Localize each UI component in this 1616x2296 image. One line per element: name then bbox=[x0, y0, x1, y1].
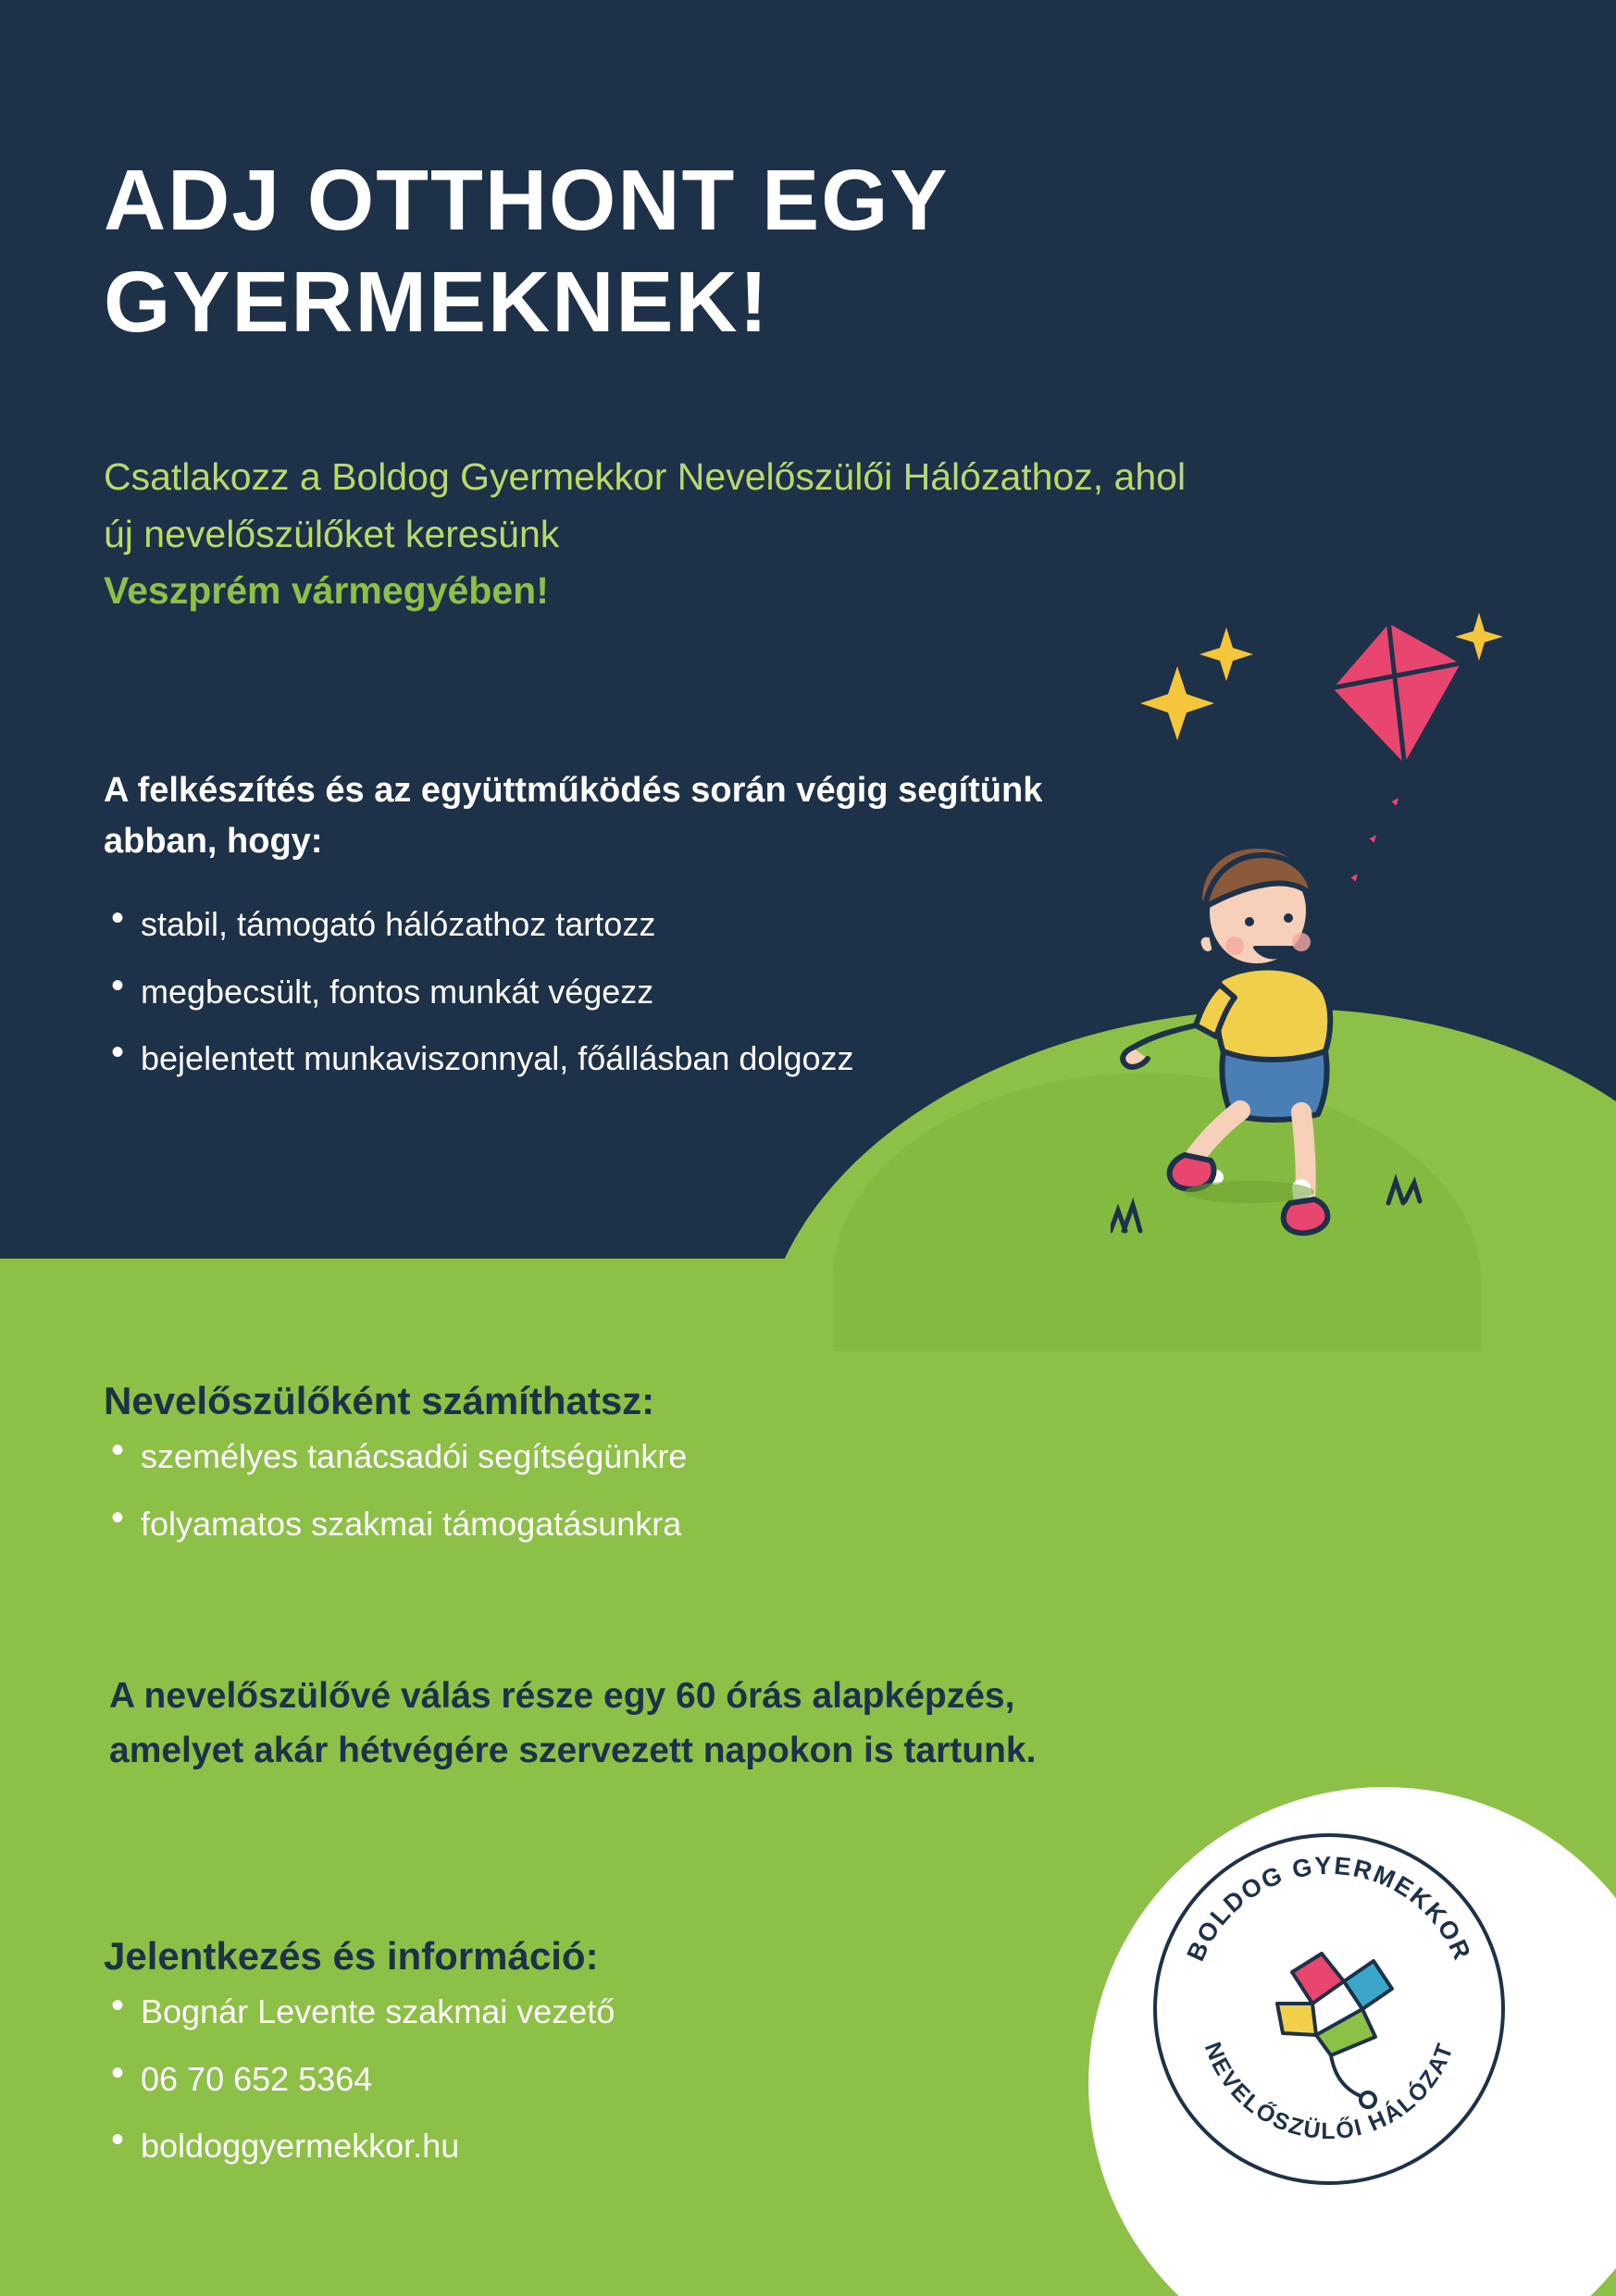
logo-ring bbox=[1153, 1833, 1505, 2185]
contact-person: • Bognár Levente szakmai vezető bbox=[104, 1990, 1122, 2035]
lead-highlight: Veszprém vármegyében! bbox=[104, 569, 549, 612]
lead-text: Csatlakozz a Boldog Gyermekkor Nevelőszülői Hálózathoz, ahol új nevelőszülőket keresünk bbox=[104, 455, 1187, 555]
organization-logo bbox=[1153, 1833, 1505, 2185]
lead-paragraph bbox=[104, 449, 1196, 620]
logo-white-circle bbox=[1088, 1787, 1616, 2296]
list-item: • stabil, támogató hálózathoz tartozz bbox=[104, 902, 1075, 948]
logo-bottom-text: NEVELŐSZÜLŐI HÁLÓZAT bbox=[1199, 2039, 1460, 2145]
support-subheading: A felkészítés és az együttműködés során végig segítünk abban, hogy: bbox=[104, 770, 1043, 861]
list-item: • folyamatos szakmai támogatásunkra bbox=[104, 1502, 1122, 1547]
contact-website[interactable]: • boldoggyermekkor.hu bbox=[104, 2124, 1122, 2169]
contact-phone[interactable]: • 06 70 652 5364 bbox=[104, 2057, 1122, 2103]
benefits-bullet-list bbox=[104, 1434, 1122, 1569]
contact-list bbox=[104, 1990, 1122, 2191]
page-title: ADJ OTTHONT EGY GYERMEKNEK! bbox=[104, 152, 948, 351]
training-paragraph: A nevelőszülővé válás része egy 60 órás alapképzés, amelyet akár hétvégére szervezett napokon is tartunk. bbox=[109, 1676, 1037, 1770]
logo-top-text: BOLDOG GYERMEKKOR bbox=[1181, 1851, 1477, 1966]
support-bullet-list bbox=[104, 902, 1075, 1104]
list-item: • megbecsült, fontos munkát végezz bbox=[104, 970, 1075, 1015]
contact-heading: Jelentkezés és információ: bbox=[104, 1933, 599, 1978]
list-item: • bejelentett munkaviszonnyal, főállásban dolgozz bbox=[104, 1036, 1075, 1082]
benefits-heading: Nevelőszülőként számíthatsz: bbox=[104, 1378, 655, 1422]
list-item: • személyes tanácsadói segítségünkre bbox=[104, 1434, 1122, 1480]
